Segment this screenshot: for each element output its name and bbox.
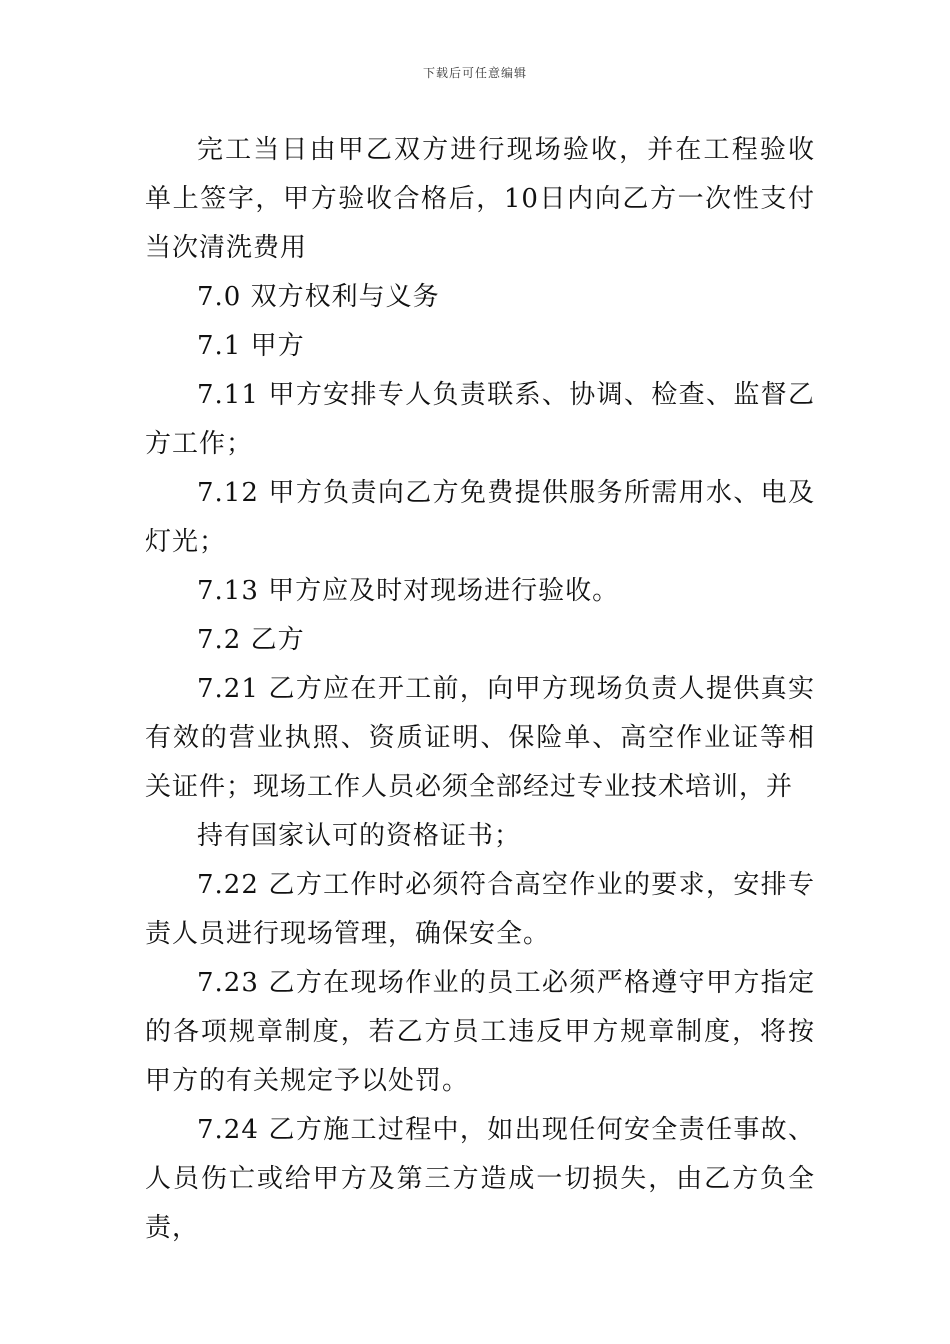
section-heading-7-1: 7.1 甲方: [197, 331, 305, 361]
clause-7-21: 7.21 乙方应在开工前，向甲方现场负责人提供真实有效的营业执照、资质证明、保险单、高空作业证等相关证件；现场工作人员必须全部经过专业技术培训，并: [145, 674, 815, 802]
section-heading-7-0: 7.0 双方权利与义务: [197, 282, 440, 312]
clause-7-21-continuation: 持有国家认可的资格证书；: [197, 821, 522, 851]
clause-7-23: 7.23 乙方在现场作业的员工必须严格遵守甲方指定的各项规章制度，若乙方员工违反甲方规章制度，将按甲方的有关规定予以处罚。: [145, 968, 815, 1096]
paragraph-completion-acceptance: 完工当日由甲乙双方进行现场验收，并在工程验收单上签字，甲方验收合格后，10日内向乙方一次性支付当次清洗费用: [145, 135, 815, 263]
clause-7-11: 7.11 甲方安排专人负责联系、协调、检查、监督乙方工作；: [145, 380, 815, 459]
header-note: 下载后可任意编辑: [422, 66, 527, 80]
clause-7-24: 7.24 乙方施工过程中，如出现任何安全责任事故、人员伤亡或给甲方及第三方造成一切损失，由乙方负全责，: [145, 1115, 815, 1243]
clause-7-12: 7.12 甲方负责向乙方免费提供服务所需用水、电及灯光；: [145, 478, 815, 557]
section-heading-7-2: 7.2 乙方: [197, 625, 305, 655]
document-body: [145, 126, 815, 1253]
clause-7-13: 7.13 甲方应及时对现场进行验收。: [197, 576, 620, 606]
clause-7-22: 7.22 乙方工作时必须符合高空作业的要求，安排专责人员进行现场管理，确保安全。: [145, 870, 815, 949]
